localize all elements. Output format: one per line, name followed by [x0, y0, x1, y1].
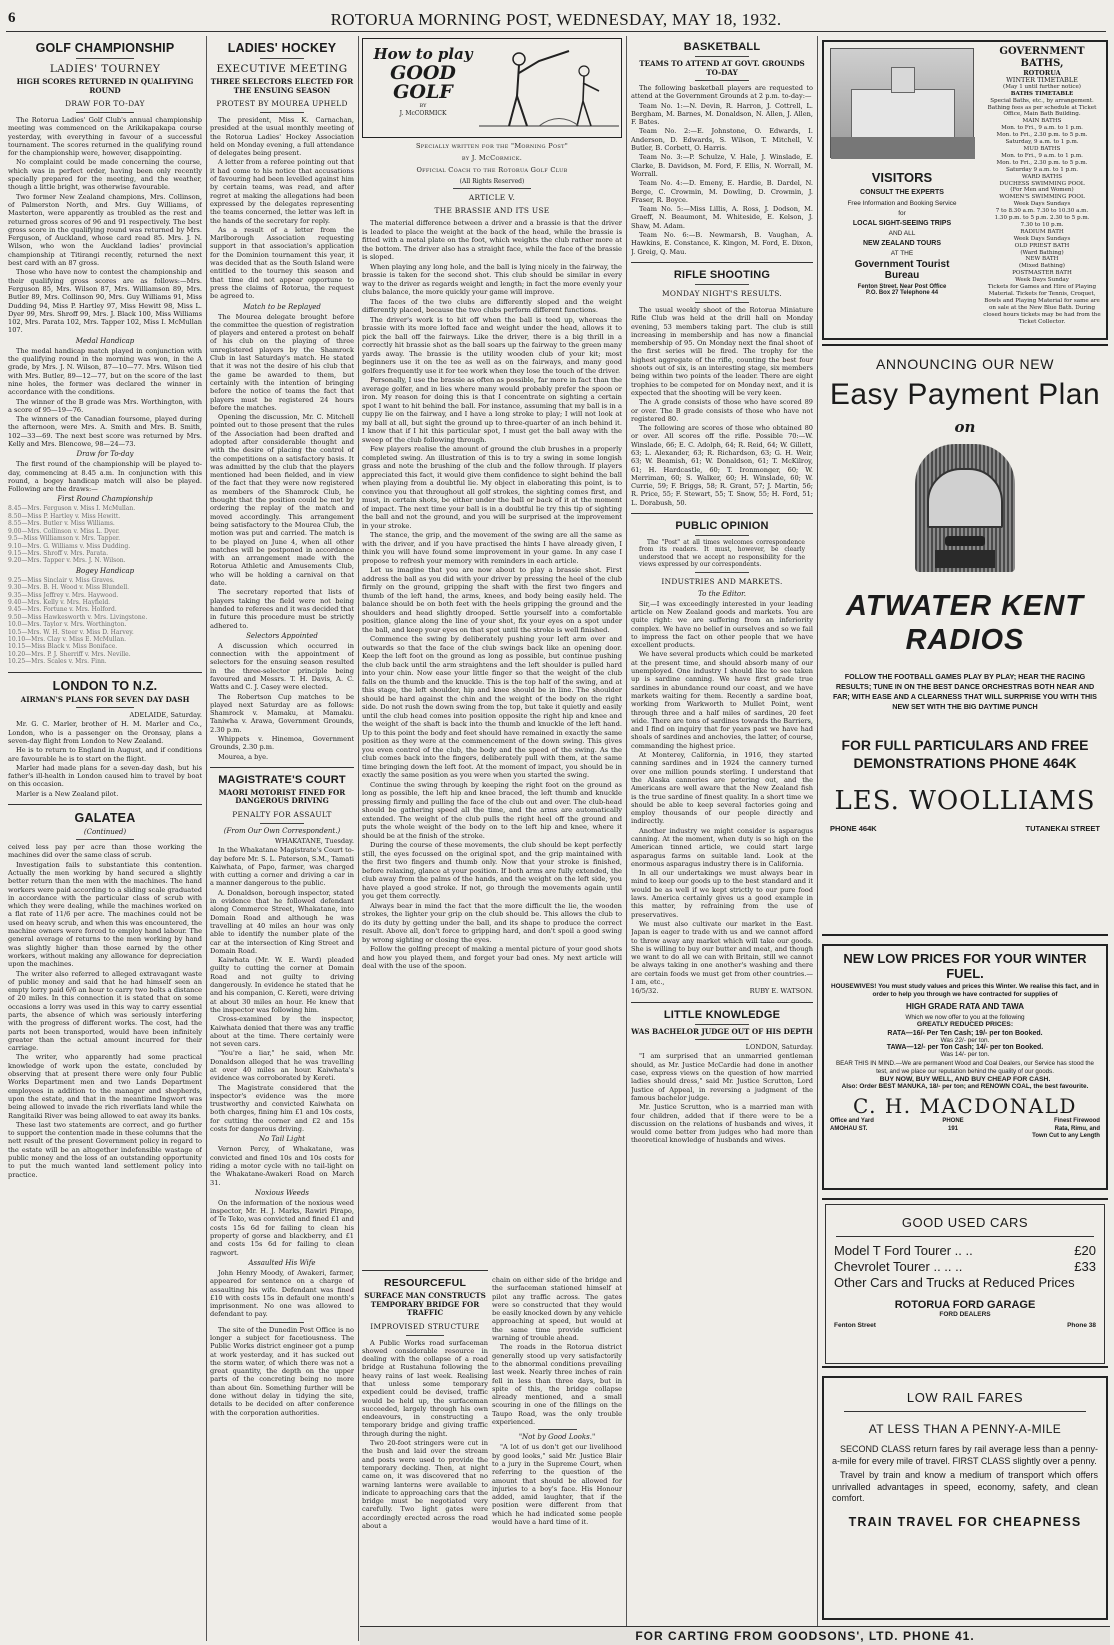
resourceful-paragraph: The roads in the Rotorua district generally stood up very satisfactorily to the abnormal conditions prevailing last week. Nearly three inches of rain fell in less than three days, but in spite of this, the bridge collapse already mentioned, and a small scouring in one of the fillings on the Taupo Road, was the only trouble experienced.	[492, 1343, 622, 1427]
banner-line-3: GOLF	[393, 81, 453, 103]
galatea-paragraph: The writer also referred to alleged extravagant waste of public money and said that he had himself seen an empty lorry paid 6/6 an hour to carry two bolts a distance of 20 miles. In this connection it is stated that on some occasions a lorry was used in this way to carry essential parts, the absence of which was seriously interfering with the progress of different works. The cost, had the parts not been transported, would have been infinitely greater than the actual amount incurred for their carriage.	[8, 969, 202, 1053]
draw-heading: Draw for To-day	[76, 450, 134, 459]
golf-paragraph: Two former New Zealand champions, Mrs. Collinson, of Palmerston North, and Mrs. Guy Williams, of Masterton, were apparently as troubled as the rest and returned gross scores of 96 and 91 respectively. The best gross score in the qualifying round was returned by Mrs. Ferguson, of Auckland, whose card read 85. Mrs. J. N. Wilson, who won the Auckland ladies' provincial championship at Titirangi recently, returned the next best card with an 87 gross.	[8, 192, 202, 268]
hockey-match-heading: Match to be Replayed	[243, 302, 321, 311]
banner-by: BY	[419, 103, 427, 109]
garage-dealers: FORD DEALERS	[939, 1311, 991, 1318]
visitors-free: Free Information and Booking Service	[847, 200, 957, 207]
fuel-dealer: C. H. MACDONALD	[853, 1094, 1077, 1119]
london-title: LONDON TO N.Z.	[52, 678, 158, 693]
hockey-paragraph: The Robertson Cup matches to be played next Saturday are as follows: Shamrock v. Mamaku, at Mamaku. Taniwha v. Arawa, Government Grounds, 2.30 p.m.	[210, 692, 354, 734]
galatea-continued: (Continued)	[83, 828, 127, 837]
bath-schedule-line: Mon. to Fri., 9 a.m. to 1 p.m.	[1001, 152, 1083, 159]
how-to-play-golf-article	[362, 36, 622, 1266]
court-paragraph: Vernon Percy, of Whakatane, was convicted and fined 10s and 10s costs for riding a motor cycle with no tail-light on the Whakatane-Awakeri Road on March 31.	[210, 1145, 354, 1187]
bureau-line-1: Government Tourist	[854, 259, 950, 270]
bath-schedule-line: Special Baths, etc., by arrangement. Bathing fees as per schedule at Ticket Office, Main Bath Building.	[987, 97, 1097, 118]
fuel-office: Office and Yard	[830, 1118, 874, 1125]
baths-schedule	[980, 98, 1104, 326]
galatea-paragraph: The writer, who apparently had some practical knowledge of work upon the estate, concluded by observing that at present there were only four Public Works Department men and two Lands Department employees in addition to the manager and shepherds, upon the estate, and that in the meantime Ingwort was being allowed to invade the rich riverflats land while the Rangitaiki River was being allowed to eat away its banks.	[8, 1053, 202, 1120]
car-chevrolet: Chevrolet Tourer .. .. ..	[834, 1259, 963, 1274]
fuel-finest: Finest Firewood	[1053, 1118, 1100, 1125]
draw-row: 10.10—Mrs. Clay v. Miss E. McMullan.	[8, 635, 126, 643]
easy-payment-plan: Easy Payment Plan	[829, 378, 1101, 411]
rail-subtitle: AT LESS THAN A PENNY-A-MILE	[868, 1422, 1062, 1436]
golf-article-paragraph: Always bear in mind the fact that the more difficult the lie, the wooden strokes, the lighter your grip on the club should be. This allows the club to do its duty by getting under the ball, and its shape to produce the correct result. Above all, don't force to gripping hard, and don't spoil a good swing by wrong sighting or closing the eyes.	[362, 901, 622, 944]
bath-schedule-line: Mon. to Fri., 9 a.m. to 1 p.m.	[1001, 125, 1083, 132]
opinion-paragraph: We must also cultivate our market in the East. Japan is eager to trade with us and we cannot afford to throw away any market which will take our goods. She is willing to buy our butter and meat, and though we want to do all we can with Britain, still we cannot be always taking in one another's washing and there are certain foods we must get from other countries.—I am, etc.,	[631, 919, 813, 987]
bureau-line-2: Bureau	[884, 270, 920, 281]
galatea-paragraph: Investigation fails to substantiate this contention. Actually the men working by hand secured a slightly better return than the men with the machines. The hand workers were paid according to a sliding scale graduated in accordance with the particular class of scrub with which they were dealing, while the machines worked on a flat rate of 11/6 per acre. The machines could not be used on heavy scrub, and when this was encountered, the machine owners were forced to employ hand labour. The general average of returns to the men working by hand was slightly higher than those earned by the other workers, without making any allowance for depreciation upon the machines.	[8, 860, 202, 969]
footer-text: FOR CARTING FROM GOODSONS', LTD. PHONE 41.	[635, 1629, 975, 1643]
fuel-rata-rimu: Rata, Rimu, and	[1054, 1125, 1100, 1132]
golf-article-paragraph: Let us imagine that you are now about to play a brassie shot. First address the ball as you did with your driver by pressing the heel of the club firmly on the ground, gripping the shaft with the first two fingers and thumb of the left hand, the arms, knees, and body being easily held. The balance should be on both feet with the heels gripping the ground and the shoulders and head slightly drooped. Settle yourself into a comfortable position, glance along the line of your shot, fix your eyes on a spot under the ball, and keep your eyes on that spot until the stroke is well finished.	[362, 566, 622, 634]
london-dateline: ADELAIDE, Saturday.	[129, 711, 202, 720]
team-entry: Team No. 1:—N. Devin, R. Harron, J. Cottrell, L. Bergham, M. Barnes, M. Donaldson, N. Allen, J. Allen, F. Bates.	[631, 101, 813, 127]
hockey-paragraph: Opening the discussion, Mr. C. Mitchell pointed out to those present that the rules of the Association had been drafted and adopted after considerable thought and with the desire of placing the control of the competitions on a satisfactory basis. It was admitted by the club that the players mentioned had been fielded, and in view of the fact that they were now registered as members of the Shamrock Club, he thought that the position could be met by ordering the replay of the match and moved accordingly. This arrangement being satisfactory to the Mourea Club, the motion was put and carried. The match is to be played on June 4, when all other matches will be postponed in accordance with an arrangement made with the Rotorua Athletic and Amusements Club, who will be holding a carnival on that date.	[210, 413, 354, 588]
golf-paragraph: Those who have now to contest the championship and their qualifying gross scores are as follows:—Mrs. Ferguson 85, Mrs. Wilson 87, Mrs. Williamson 89, Mrs. Butler 89, Mrs. Collinson 90, Mrs. Guy Williams 91, Miss Dudding 94, Miss P. Hartley 97, Miss Hewitt 98, Miss L. Dyer 99, Mrs. Shroff 99, Mrs. J. Black 100, Miss Williams 102, Mrs. Parata 102, Mrs. Tapper 102, Miss I. McMullan 107.	[8, 268, 202, 335]
opinion-paragraph: Another industry we might consider is asparagus canning. At the moment, when duty is so high on the American tinned article, we could start large asparagus farms on suitable land. Look at the enormous asparagus industry there is in California.	[631, 826, 813, 868]
bath-building-photo	[830, 48, 974, 158]
draw-row: 10.20—Mrs. P. J. Sherriff v. Mrs. Neville.	[8, 650, 131, 658]
draw-row: 9.10—Mrs. G. Williams v. Miss Dudding.	[8, 542, 131, 550]
rail-slogan: TRAIN TRAVEL FOR CHEAPNESS	[848, 1514, 1082, 1529]
galatea-article	[8, 811, 202, 1179]
court-dateline: WHAKATANE, Tuesday.	[275, 836, 354, 845]
winter-fuel-ad	[822, 944, 1108, 1190]
fuel-towns: Town Cut to any Length	[1032, 1133, 1100, 1140]
hockey-header: LADIES' HOCKEY	[227, 41, 337, 55]
london-paragraph: Mr. G. C. Marler, brother of H. M. Marler and Co., London, who is a passenger on the Oronsay, plans a seven-day flight from London to New Zealand.	[8, 720, 202, 745]
fuel-buy: BUY NOW, BUY WELL, AND BUY CHEAP FOR CASH.	[879, 1076, 1051, 1084]
galatea-paragraph: ceived less pay per acre than those working the machines did over the same class of scrub.	[8, 843, 202, 860]
rifle-article	[631, 269, 813, 507]
court-paragraph: Kaiwhata (Mr. W. E. Ward) pleaded guilty to cutting the corner at Domain Road and not guilty to driving dangerously. In evidence he stated that he and his companion, C. Kereti, were driving at about 30 miles an hour. He knew that the inspector was following him.	[210, 956, 354, 1014]
dealer-phone: PHONE 464K	[830, 824, 877, 833]
resourceful-paragraph: chain on either side of the bridge and the surfaceman stationed himself at pilot any traffic across. The gates were so constructed that they would be easily knocked down by any vehicle approaching at speed, but would at the same time provide sufficient warning of trouble ahead.	[492, 1276, 622, 1343]
car-model-t-price: £20	[1074, 1243, 1096, 1258]
baths-timetable: WINTER TIMETABLE	[1006, 75, 1078, 84]
draw-row: 8.50—Miss P. Hartley v. Miss Hewitt.	[8, 512, 121, 520]
rifle-paragraph: The following are scores of those who obtained 80 or over. All scores off the rifle. Possible 70:—W. Winslade, 66; E. C. Adolph, 64; R. Reid, 64; W. Gillett, 63; L. Alexander, 63; R. Richardson, 63; G. H. Weir, 63; W. Beamish, 61; W. Donaldson, 61; T. McKilroy, 61; H. Hardcastle, 60; T. Ironmonger, 60; W. Merriman, 60; S. Walker, 60; H. Winslade, 60; W. Currie, 59; F. Briggs, 58; R. Grant, 57; J. Martin, 56; R. Price, 55; F. Stewart, 55; T. Snow, 55; H. Ford, 51; L. Dorabush, 50.	[631, 424, 813, 507]
fuel-bear: BEAR THIS IN MIND.—We are permanent Wood and Coal Dealers, our Service has stood the test, and we place our reputation behind the quality of our goods.	[836, 1060, 1094, 1075]
golf-title: LADIES' TOURNEY	[49, 63, 161, 75]
golf-article-paragraph: Follow the golfing precept of making a mental picture of your good shots and how you played them, and forget your bad ones. My next article will deal with the use of the spoon.	[362, 945, 622, 970]
visitors-local: LOCAL SIGHT-SEEING TRIPS	[852, 220, 952, 227]
little-subheading: WAS BACHELOR JUDGE OUT OF HIS DEPTH	[631, 1026, 813, 1036]
draw-row: 9.15—Mrs. Shroff v. Mrs. Parata.	[8, 549, 108, 557]
opinion-signature: RUBY E. WATSON.	[749, 987, 813, 996]
car-model-t: Model T Ford Tourer .. ..	[834, 1243, 973, 1258]
golf-article-paragraph: The driver's work is to hit off when the ball is teed up, whereas the brassie with its more lofted face and weight under the head, allows it to pick the ball off the fairways. Like the driver, there is a big thrill in a correctly hit brassie shot as the ball soars up the fairway to the green many yards away. The brassie is the utility wooden club of your kit; most beginners use it on the tee as well as on the fairways, and many good golfers frequently use it for tee work when they lose the touch of the driver.	[362, 315, 622, 375]
fuel-tawa: TAWA—12/- per Ton Cash; 14/- per ton Booked.	[886, 1044, 1044, 1051]
hockey-paragraph: A letter from a referee pointing out that it had come to his notice that accusations of favouring had been levelled against him by certain teams, was read, and after regret at making the allegations had been expressed by the delegates representing the teams concerned, the letter was left in the hands of the secretary for reply.	[210, 158, 354, 225]
hockey-subheading-2: PROTEST BY MOUREA UPHELD	[216, 99, 348, 108]
little-paragraph: Mr. Justice Scrutton, who is a married man with four children, added that if there were to be a discussion on the relations of husbands and wives, it would come better from judges who had more than theoretical knowledge of husbands and wives.	[631, 1103, 813, 1145]
london-article	[8, 679, 202, 798]
bath-schedule-line: Mon. to Fri., 2.30 p.m. to 5 p.m.	[996, 132, 1088, 139]
special-note: Specially written for the "Morning Post"	[415, 142, 569, 150]
tail-light-heading: No Tail Light	[258, 1135, 306, 1144]
banner-author: J. McCORMICK	[399, 110, 447, 117]
visitors-consult: CONSULT THE EXPERTS	[860, 189, 944, 196]
golf-header: GOLF CHAMPIONSHIP	[35, 41, 175, 55]
announce-line: ANNOUNCING OUR NEW	[875, 356, 1055, 372]
fuel-phone-label: PHONE	[942, 1118, 964, 1125]
masthead-title: ROTORUA MORNING POST, WEDNESDAY, MAY 18, 1932.	[330, 10, 782, 29]
rifle-paragraph: The usual weekly shoot of the Rotorua Miniature Rifle Club was held at the drill hall on Monday evening, 53 members taking part. The club is still increasing in membership and has now a financial membership of 95. On Monday next the final shoot of the first series will be fired. The trophy for the highest aggregate of the rifle, counting the best four shoots out of six, is an interesting stage, six members being within two points of the leader. There are eight trophies to be competed for on Monday next, and it is expected that the shooting will be very keen.	[631, 305, 813, 397]
footer-strip	[360, 1626, 1110, 1645]
court-correspondent: (From Our Own Correspondent.)	[223, 826, 341, 835]
hockey-paragraph: The Mourea delegate brought before the committee the question of registration of players and entered a protest on behalf of his club on the playing of three unregistered players by the Shamrock Club in last Saturday's match. He stated that it was not the desire of his club that the game be awarded to them, but certainly with the intention of bringing before the notice of teams the fact that players must be registered 24 hours before the matches.	[210, 312, 354, 412]
team-entry: Team No. 6:—B. Newmarsh, B. Vaughan, A. Hawkins, E. Constance, K. Kingon, M. Ford, E. Dixon, J. Greig, Q. Mau.	[631, 231, 813, 256]
masthead	[6, 10, 1106, 32]
bath-schedule-line: (For Men and Women)	[1010, 187, 1074, 194]
hockey-paragraph: The secretary reported that lists of players taking the field were not being handed to referees and it was decided that in future this procedure must be strictly adhered to.	[210, 588, 354, 630]
resourceful-subheading-2: IMPROVISED STRUCTURE	[370, 1321, 480, 1331]
fuel-rata: RATA—16/- Per Ten Cash; 19/- per ton Booked.	[887, 1030, 1043, 1037]
article-number: ARTICLE V.	[468, 193, 516, 202]
little-title: LITTLE KNOWLEDGE	[663, 1008, 781, 1021]
golf-paragraph: No complaint could be made concerning the course, which was in perfect order, having been only recently specially prepared for the meeting, and the weather, though a little bright, was otherwise favourable.	[8, 158, 202, 192]
golf-paragraph: The winners of the Canadian foursome, played during the afternoon, were Mrs. A. Smith and Mrs. B. Smith, 102—33—69. The next best score was returned by Mrs. Kelly and Mrs. Blencowe, 98—24—73.	[8, 415, 202, 448]
bath-schedule-line: 1.30 p.m. to 5 p.m. 2.30 to 5 p.m.	[994, 215, 1090, 222]
atwater-follow-text: FOLLOW THE FOOTBALL GAMES PLAY BY PLAY; HEAR THE RACING RESULTS; TUNE IN ON THE BEST DANCE ORCHESTRAS BOTH NEAR AND FAR; WITH EASE AND A CLEARNESS THAT WILL SURPRISE YOU WITH THIS NEW SET WITH THE BIG DAYTIME PUNCH	[833, 672, 1097, 711]
visitors-for: for	[898, 210, 906, 217]
bath-schedule-line: Tickets for Games and Hire of Playing Material. Tickets for Tennis, Croquet, Bowls and Playing Material for same are on sale at the New Blue Bath. During closed hours tickets may be had from the Ticket Collector.	[983, 284, 1101, 325]
golf-article-paragraph: The material difference between a driver and a brassie is that the driver is leaded to place the weight at the back of the head, while the brassie is fitted with a metal plate on the foot, which weights the club rather more at the bottom. The driver also has a straight face, while the face of the brassie is sloped.	[362, 219, 622, 261]
basketball-title: BASKETBALL	[683, 41, 761, 53]
draw-row: 9.30—Mrs. B. H. Wood v. Miss Blundell.	[8, 584, 130, 592]
bureau-address: Fenton Street. Near Post Office	[857, 284, 947, 290]
draw-row: 9.00—Mrs. Collinson v. Miss L. Dyer.	[8, 527, 120, 535]
bath-schedule-line: WARD BATHS	[1021, 173, 1063, 180]
draw-row: 9.45—Mrs. Fortune v. Mrs. Holford.	[8, 606, 117, 614]
bath-schedule-line: Saturday, 9 a.m. to 1 p.m.	[1005, 139, 1079, 146]
visitors-at: AT THE	[890, 250, 914, 257]
column-2	[210, 36, 354, 1641]
bath-schedule-line: 7 to 8.30 a.m. 7.30 to 10.30 a.m.	[995, 208, 1089, 215]
good-looks-paragraph: "A lot of us don't get our livelihood by good looks," said Mr. Justice Blair to a jury in the Supreme Court, when referring to the question of the amount that should be allowed for injuries to a boy's face. His Honour added, amid laughter, that if the position were different from that which he had indicated some people would have a hard time of it.	[492, 1443, 622, 1527]
court-paragraph: A. Donaldson, borough inspector, stated in evidence that he followed defendant along Commerce Street, Whakatane, into Domain Road and although he was travelling at 40 miles an hour was only able to identify the number plate of the car at the intersection of King Street and Domain Road.	[210, 888, 354, 955]
golf-draw-heading: DRAW FOR TO-DAY	[65, 99, 145, 108]
court-paragraph: The Magistrate considered that the inspector's evidence was the more trustworthy and convicted Kaiwhata on both charges, fining him £1 and 10s costs, for cutting the corner and £2 and 15s costs for dangerous driving.	[210, 1083, 354, 1134]
opinion-paragraph: We have several products which could be marketed at the present time, and should absorb many of our unemployed. One industry I should like to see taken up is sardine canning. We have first grade true sardines in abundance round our coast, and we have markets waiting for them. Recently a sardine boat, working from Warkworth to Mullet Point, went through three and a half miles of sardines, 20 feet wide. There are tons of sardines towards the Barriers, and I find on inquiry that for years past we have had shoals of sardines and anchovies, the latter, of course, commanding the highest price.	[631, 650, 813, 750]
draw-row: 9.5—Miss Williamson v. Mrs. Tapper.	[8, 535, 120, 543]
first-round-heading: First Round Championship	[57, 495, 153, 504]
golf-paragraph: The Rotorua Ladies' Golf Club's annual championship meeting was commenced on the Arikikapakapa course yesterday, with everything in favour of a successful tournament. The scores returned in the qualifying round for the championship were, however, disappointing.	[8, 116, 202, 158]
bath-schedule-line: (Ward Bathing)	[1020, 249, 1064, 256]
golf-banner	[362, 38, 622, 138]
garage-phone: Phone 38	[1067, 1322, 1096, 1329]
london-paragraph: Marler had made plans for a seven-day dash, but his father's ill-health in London caused him to travel by boat on this occasion.	[8, 763, 202, 789]
golf-article-paragraph: The faces of the two clubs are differently sloped and the weight differently placed, because the two clubs perform different functions.	[362, 297, 622, 314]
bath-schedule-line: Mon. to Fri., 2.30 p.m. to 5 p.m.	[996, 159, 1088, 166]
hockey-selectors-heading: Selectors Appointed	[246, 631, 318, 640]
rail-paragraph: SECOND CLASS return fares by rail average less than a penny-a-mile for every mile of travel. FIRST CLASS slightly over a penny.	[832, 1444, 1098, 1466]
bath-schedule-line: MAIN BATHS	[1022, 118, 1062, 125]
garage-name: ROTORUA FORD GARAGE	[894, 1299, 1036, 1311]
fuel-intro: HOUSEWIVES! You must study values and prices this Winter. We realise this fact, and in order to help you through we have contracted for supplies of	[830, 983, 1100, 998]
public-opinion-article	[631, 520, 813, 996]
resourceful-continued	[492, 1276, 622, 1641]
bath-schedule-line: RADIUM BATH	[1020, 228, 1064, 235]
car-chevrolet-price: £33	[1074, 1259, 1096, 1274]
golf-article-paragraph: Few players realise the amount of ground the club brushes in a properly completed swing. An illustration of this is to try a swing in some longish grass and note the brushing of the club and the follow through. If players appreciated this fact, it would give them confidence to sight behind the ball when playing from a doubtful lie. My object in elaborating this point, is to convince you that throughout all golf strokes, the sighting comes first, and must, in certain shots, be either under the ball or back of it at the moment of impact. The next time your ball is in a doubtful lie try this tip of sighting the ball and not the ground, and you will be surprised at the improvement in your stroke.	[362, 445, 622, 530]
london-subheading: AIRMAN'S PLANS FOR SEVEN DAY DASH	[20, 694, 190, 704]
resourceful-paragraph: Two 20-foot stringers were cut in the bush and laid over the stream and posts were used to provide the temporary decking. Then, at night came on, it was discovered that no warning lanterns were available to indicate to approaching cars that the bridge must be negotiated very carefully. Two light gates were accordingly erected across the road about a	[362, 1439, 488, 1531]
team-entry: Team No. 2:—E. Johnstone, O. Edwards, I. Anderson, D. Edwards, S. Wilson, T. Mitchell, V. Butler, B. Corbett, O. Harris.	[631, 127, 813, 153]
article-subject: THE BRASSIE AND ITS USE	[434, 206, 550, 215]
little-knowledge-article	[631, 1009, 813, 1145]
baths-sub: ROTORUA	[1023, 69, 1061, 77]
golf-paragraph: The first round of the championship will be played to-day, commencing at 8.45 a.m. In conjunction with this round, a bogey handicap match will also be played. Following are the draws:—	[8, 460, 202, 494]
draw-row: 10.15—Miss Black v. Miss Boniface.	[8, 643, 118, 651]
draw-row: 10.25—Mrs. Scales v. Mrs. Finn.	[8, 658, 107, 666]
golf-subheading: HIGH SCORES RETURNED IN QUALIFYING ROUND	[16, 77, 194, 95]
hockey-paragraph: Mourea, a bye.	[218, 752, 269, 761]
rail-title: LOW RAIL FARES	[906, 1390, 1024, 1405]
byline: by J. McCormick.	[461, 154, 523, 162]
court-paragraph: John Henry Moody, of Awakeri, farmer, appeared for sentence on a charge of assaulting his wife. Defendant was fined £10 with costs 15s in default one month's imprisonment. No one was allowed to defendant to pay.	[210, 1268, 354, 1319]
draw-row: 10.0—Mrs. Taylor v. Mrs. Worthington.	[8, 621, 127, 629]
opinion-title: PUBLIC OPINION	[675, 520, 769, 533]
resourceful-article	[362, 1268, 488, 1641]
atwater-particulars: FOR FULL PARTICULARS AND FREE DEMONSTRATIONS PHONE 464K	[841, 737, 1089, 771]
rifle-subheading: MONDAY NIGHT'S RESULTS.	[662, 288, 782, 298]
bath-schedule-line: Week Days Sunday	[1015, 277, 1069, 284]
draw-row: 9.50—Miss Hawkesworth v. Mrs. Livingstone.	[8, 613, 148, 621]
bath-schedule-line: Week Days Sundays	[1013, 235, 1071, 242]
golf-article-paragraph: When playing any long hole, and the ball is lying nicely in the fairway, the brassie is taken for the second shot. This club should be similar in every way to the driver as regards weight and length; in fact the more evenly your clubs balance, the more quickly your game will improve.	[362, 262, 622, 296]
basketball-article	[631, 41, 813, 256]
bath-schedule-line: Week Days Sundays	[1013, 201, 1071, 208]
court-paragraph: "You're a liar," he said, when Mr. Donaldson alleged that he was travelling at over 40 miles an hour. Kaiwhata's evidence was corroborated by Kereti.	[210, 1049, 354, 1083]
atwater-radios: RADIOS	[905, 624, 1025, 656]
rifle-title: RIFLE SHOOTING	[673, 268, 771, 281]
opinion-to-editor: To the Editor.	[698, 589, 746, 598]
first-round-list	[8, 505, 202, 564]
resourceful-paragraph: A Public Works road surfaceman showed considerable resource in dealing with the collapse of a road bridge at Rustahuna following the heavy rains of last week. Realising that unless some temporary expedient could be devised, traffic would be held up, the surfaceman succeeded, largely through his own endeavours, in constructing a temporary bridge and giving traffic through during the night.	[362, 1338, 488, 1438]
column-5	[631, 36, 813, 1641]
fuel-amohau: AMOHAU ST.	[830, 1125, 868, 1132]
golf-article-paragraph: Commence the swing by deliberately pushing your left arm over and outwards so that the face of the club swings back like an opening door. Keep the left foot on the ground as long as possible, but continue pushing the club back until the arm straightens and the left shoulder is pulled hard into your chin. Now ease your little finger so that the weight of the club falls on the thumb and the knuckle. This is the top half of the swing, and at this stage, the left shoulder, hip and knee should be in line. The shoulder should be hard against the chin and the weight of the body on the right side. Do not rush the down swing from the top, but take it quietly and easily until the club head comes into position opposite the right hip and knee and the weight of the shaft is back into the thumb and knuckle of the left hand. Up to this point the body and feet should have remained in exactly the same position as they were at the commencement of the down swing. This gives you even control of the club, the body and the speed of the swing. As the club comes back into the fingers, deliberately pull with them, at the same time bringing down the left foot. At the moment of impact, you should be in exactly the same position as you were when you started the swing.	[362, 635, 622, 779]
dealer-name: LES. WOOLLIAMS	[834, 786, 1096, 816]
bogey-list	[8, 577, 202, 666]
opinion-paragraph: In all our undertakings we must always bear in mind to keep our goods up to the best standard and it would be as well if we kept strictly to our pure food laws. America certainly gives us a good example in this matter, by refraining from the use of preservatives.	[631, 869, 813, 919]
golfer-illustration-icon	[479, 41, 619, 137]
bath-schedule-line: POSTMASTER BATH	[1012, 270, 1072, 277]
banner-line-1: How to play	[373, 45, 473, 63]
fuel-grade: HIGH GRADE RATA AND TAWA	[905, 1002, 1025, 1011]
resourceful-subheading: SURFACE MAN CONSTRUCTS TEMPORARY BRIDGE FOR TRAFFIC	[364, 1291, 486, 1317]
banner-line-2: GOOD	[390, 62, 456, 84]
fuel-tawa-was: Was 14/- per ton.	[940, 1051, 990, 1058]
draw-row: 9.20—Mrs. Tapper v. Mrs. J. N. Wilson.	[8, 557, 126, 565]
hockey-article	[210, 41, 354, 761]
court-subheading-2: PENALTY FOR ASSAULT	[232, 809, 332, 819]
galatea-title: GALATEA	[74, 811, 136, 826]
london-paragraph: He is to return to England in August, and if conditions are favourable he is to start on the flight.	[8, 746, 202, 763]
draw-row: 9.35—Miss Jeffrey v. Mrs. Haywood.	[8, 591, 119, 599]
rail-paragraph: Travel by train and know a medium of transport which offers unrivalled advantages in speed, economy, safety, and clean comfort.	[832, 1470, 1098, 1503]
radio-cabinet-image	[915, 444, 1015, 572]
baths-head: GOVERNMENT BATHS,	[999, 46, 1085, 69]
court-paragraph: The site of the Dunedin Post Office is no longer a subject for facetiousness. The Public Works district engineer got a pump at work yesterday, and it has sucked out the storm water, of which there was not a great quantity, the depth on the upper parts of the concreting being no more than about 6in. Something further will be done without delay in tidying the site, details to be decided on after conference with the corporation authorities.	[210, 1325, 354, 1417]
dealer-street: TUTANEKAI STREET	[1025, 824, 1100, 833]
court-paragraph: On the information of the noxious weed inspector, Mr. H. J. Marks, Rawiri Pirapo, of Te Teko, was convicted and fined £1 and costs 15s 6d for failing to clean his property of gorse and blackberry, and £1 and costs 15s 6d for failing to clean ragwort.	[210, 1198, 354, 1257]
hockey-paragraph: Whippets v. Hinemoa, Government Grounds, 2.30 p.m.	[210, 735, 354, 752]
cars-title: GOOD USED CARS	[901, 1215, 1029, 1230]
fuel-title: NEW LOW PRICES FOR YOUR WINTER FUEL.	[843, 951, 1087, 981]
little-paragraph: "I am surprised that an unmarried gentleman should, as Mr. Justice McCardie had done in another case, express views on the question of how married ladies should dress," said Mr. Justice Scrutton, Lord Justice of Appeal, in reversing a judgment of the famous bachelor judge.	[631, 1052, 813, 1102]
draw-row: 10.5—Mrs. W. H. Steer v. Miss D. Harvey.	[8, 628, 134, 636]
fuel-reduced: GREATLY REDUCED PRICES:	[916, 1021, 1014, 1028]
opinion-note: The "Post" at all times welcomes correspondence from its readers. It must, however, be clearly understood that we accept no responsibility for the views expressed by our correspondents.	[639, 539, 805, 569]
basketball-paragraph: The following basketball players are requested to attend at the Government Grounds at 2 p.m. to-day:—	[631, 84, 813, 101]
atwater-kent-ad	[822, 344, 1108, 936]
bath-schedule-line: NEW BATH	[1025, 256, 1059, 263]
draw-row: 8.55—Mrs. Butler v. Miss Williams.	[8, 520, 115, 528]
garage-street: Fenton Street	[834, 1322, 876, 1329]
golf-article-paragraph: The stance, the grip, and the movement of the swing are all the same as with the driver, and if you have practised the hints I have already given, I think you will have found some improvement in your game. In any case I propose to refresh your memory with reminders in each article.	[362, 531, 622, 565]
bath-schedule-line: MUD BATHS	[1023, 145, 1061, 152]
opinion-date: 16/5/32.	[631, 987, 659, 996]
rifle-paragraph: The A grade consists of those who have scored 89 or over. The B grade consists of those who have not registered 80.	[631, 398, 813, 423]
golf-article-paragraph: Personally, I use the brassie as often as possible, far more in fact than the average golfer, and in lies where many would probably prefer the spoon or iron. My reason for doing this is that I concentrate on sighting a certain spot I want to hit behind the ball. For instance, assuming that my ball is in a cuppy lie on the fairway, and I have a long stroke to play; I will not look at my ball at all, but sight the ground up to three-quarter of an inch behind it. I know that if I hit this particular spot, I must get the ball away with the sweep of the club following through.	[362, 376, 622, 444]
london-paragraph: Marler is a New Zealand pilot.	[16, 789, 119, 798]
visitors-title: VISITORS	[871, 170, 933, 185]
hockey-subheading: THREE SELECTORS ELECTED FOR THE ENSUING SEASON	[210, 77, 354, 95]
bath-schedule-line: OLD PRIEST BATH	[1014, 242, 1070, 249]
golf-article-paragraph: During the course of these movements, the club should be kept perfectly still, the eyes focussed on the original spot, and the grip maintained with the first two fingers and thumb only. Now that your stroke is finished, before relaxing, glance at your position. If both arms are fully extended, the club away from the palms of the hands, and the weight on the left side, you have played a good stroke. If not, go through the movements again until you get them correctly.	[362, 841, 622, 900]
fuel-phone: 191	[947, 1125, 958, 1132]
basketball-teams	[631, 102, 813, 256]
draw-row: 9.40—Mrs. Kelly v. Mrs. Hayfield.	[8, 598, 111, 606]
coach-line: Official Coach to the Rotorua Golf Club	[416, 166, 568, 174]
bath-schedule-line: Saturday 9 a.m. to 1 p.m.	[1005, 166, 1079, 173]
little-dateline: LONDON, Saturday.	[745, 1043, 813, 1052]
court-paragraph: Cross-examined by the inspector, Kaiwhata denied that there was any traffic about at the time. There certainly were not seven cars.	[210, 1015, 354, 1049]
resourceful-title: RESOURCEFUL	[383, 1277, 467, 1289]
bath-schedule-line: DUCHESS SWIMMING POOL	[999, 180, 1085, 187]
court-title: MAGISTRATE'S COURT	[218, 773, 346, 786]
baths-tt: BATHS TIMETABLE	[1010, 90, 1074, 97]
golf-article-body	[362, 219, 622, 971]
bath-schedule-line: (Mixed Bathing)	[1019, 263, 1065, 270]
bath-schedule-line: 7.30 to 10 p.m.	[1020, 221, 1064, 228]
fuel-also: Also: Order BEST MANUKA, 18/- per ton; and RENOWN COAL, the best favourite.	[841, 1083, 1089, 1091]
visitors-and-all: AND ALL	[888, 230, 916, 237]
noxious-weeds-heading: Noxious Weeds	[254, 1188, 310, 1197]
court-subheading: MAORI MOTORIST FINED FOR DANGEROUS DRIVING	[218, 787, 346, 806]
court-article	[210, 774, 354, 1417]
fuel-which: Which we now offer to you at the following	[905, 1014, 1025, 1021]
good-looks-heading: "Not by Good Looks."	[518, 1433, 596, 1442]
hockey-paragraph: The president, Miss K. Carnachan, presided at the usual monthly meeting of the Rotorua Ladies' Hockey Association held on Monday evening, a full attendance of delegates being present.	[210, 116, 354, 158]
on-line: on	[954, 418, 976, 436]
car-others: Other Cars and Trucks at Reduced Prices	[834, 1275, 1075, 1290]
opinion-subject: INDUSTRIES AND MARKETS.	[661, 576, 783, 586]
rights-note: (All Rights Reserved)	[459, 178, 525, 185]
golf-championship-article	[8, 41, 202, 666]
galatea-paragraph: These last two statements are correct, and go further to support the contention made in these columns that the nett result of the present Government policy in regard to the estate will be an altogether indefensible wastage of public money and the loss of an outstanding opportunity to put the much wanted land settlement policy into practice.	[8, 1120, 202, 1179]
team-entry: Team No. 4:—D. Emeny, E. Hardie, B. Dardel, N. Berge, C. Crowmin, M. Dowling, D. Crowmin, J. Fraser, R. Boyce.	[631, 179, 813, 204]
team-entry: Team No. 3:—P. Schulze, V. Hale, J. Winslade, E. Clarke, B. Davidson, M. Ford, F. Ellis, N. Worrall, M. Worrall.	[631, 153, 813, 178]
atwater-brand: ATWATER KENT	[845, 590, 1085, 622]
visitors-nzt: NEW ZEALAND TOURS	[862, 240, 942, 247]
fuel-rata-was: Was 22/- per ton.	[940, 1037, 990, 1044]
used-cars-ad	[822, 1198, 1108, 1368]
baths-until: (May 1 until further notice)	[1003, 83, 1081, 90]
opinion-paragraph: Sir,—I was exceedingly interested in your leading article on New Zealand goods and markets. You are quite right: we are suffering from an inferiority complex. We have no belief in ourselves and so we fail to impress the fact on other people that we have excellent products.	[631, 599, 813, 650]
golf-article-paragraph: Continue the swing through by keeping the right foot on the ground as long as possible, the left hip and knee braced, the left thumb and knuckle pressing firmly and pulling the face of the club out and over. The club-head should be gathering speed all the time, and the arms are automatically extended. The weight of the club pulls the right heel off the ground and puts the whole weight of the body on to the left hip and knee, where it should be at the finish of the stroke.	[362, 780, 622, 840]
bogey-heading: Bogey Handicap	[75, 566, 135, 575]
opinion-paragraph: At Monterey, California, in 1916, they started canning sardines and in 1924 the cannery turned over one million pounds sterling. I understand that the Alaska canneries are petering out, and the Americans are well aware that the New Zealand fish is the true sardine of finest quality. In a short time we should be able to keep several factories going and employ thousands of our people directly and indirectly.	[631, 751, 813, 826]
hockey-title: EXECUTIVE MEETING	[216, 63, 348, 75]
bath-schedule-line: WOMEN'S SWIMMING POOL	[999, 194, 1085, 201]
court-paragraph: In the Whakatane Magistrate's Court to-day before Mr. S. L. Paterson, S.M., Tamati Kaiwhata, of Papo, farmer, was charged with cutting a corner and driving a car in a manner dangerous to the public.	[210, 846, 354, 888]
golf-paragraph: The winner of the B grade was Mrs. Worthington, with a score of 95—19—76.	[8, 397, 202, 414]
basketball-subheading: TEAMS TO ATTEND AT GOVT. GROUNDS TO-DAY	[639, 59, 805, 77]
golf-paragraph: The medal handicap match played in conjunction with the qualifying round in the morning was won, in the A grade, by Mrs. J. N. Wilson, 87—10—77. Mrs. Wilson tied with Mrs. Butler, 89—12—77, but on the score of the last nine holes, the former was declared the winner in accordance with the conditions.	[8, 346, 202, 397]
column-1	[8, 36, 202, 1641]
team-entry: Team No. 5:—Miss Lillis, A. Ross, J. Dodson, M. Graeff, N. Beaumont, M. Whiteside, E. Kelson, J. Shaw, M. Adam.	[631, 205, 813, 230]
rail-fares-ad	[822, 1376, 1108, 1620]
government-baths-ad	[822, 40, 1108, 340]
draw-row: 9.25—Miss Sinclair v. Miss Graves.	[8, 576, 115, 584]
medal-handicap-heading: Medal Handicap	[75, 336, 135, 345]
hockey-paragraph: As a result of a letter from the Marlborough Association requesting support in that association's application for the Dominion tournament this year, it was decided that as the South Island were entitled to the tourney this season and that time did not appear opportune to press the claims of Rotorua, the request be agreed to.	[210, 225, 354, 301]
draw-row: 8.45—Mrs. Ferguson v. Miss I. McMullan.	[8, 505, 136, 513]
bureau-phone: P.O. Box 27 Telephone 44	[865, 290, 939, 296]
assault-heading: Assaulted His Wife	[248, 1258, 316, 1267]
hockey-paragraph: A discussion which occurred in connection with the appointment of selectors for the ensuing season resulted in the three-selector principle being favoured and Messrs. T. H. Davis, A. C. Watts and C. J. Casey were elected.	[210, 641, 354, 692]
page-number: 6	[8, 10, 16, 26]
